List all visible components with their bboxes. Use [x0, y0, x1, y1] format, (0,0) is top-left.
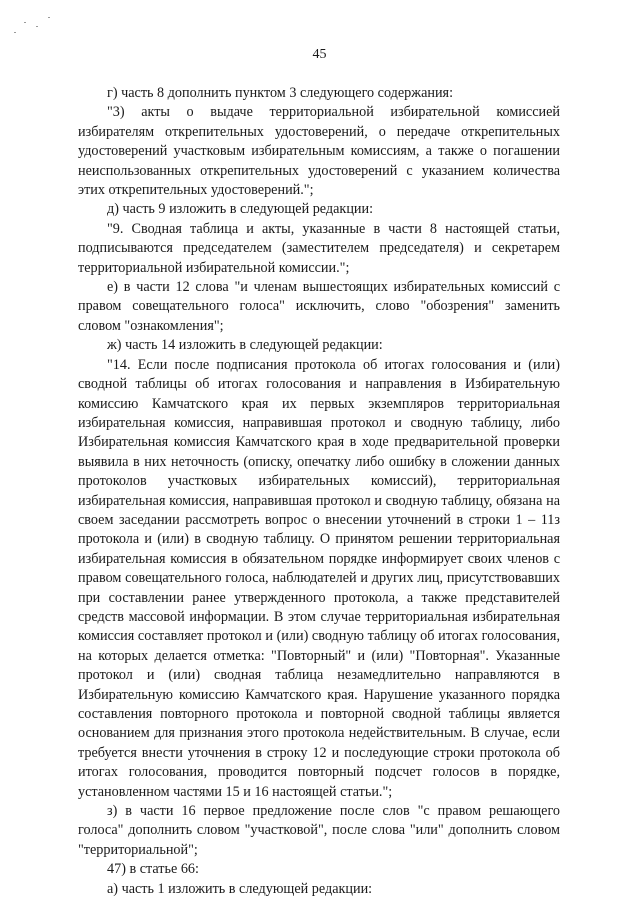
- scan-speck: [36, 26, 38, 27]
- paragraph-subitem-zh: ж) часть 14 изложить в следующей редакции:: [107, 337, 383, 354]
- paragraph-subitem-z: з) в части 16 первое предложение после слов "с правом решающего голоса" дополнить словом "участковой", после слова "или" дополнить словом "территориальной";: [78, 803, 560, 858]
- paragraph-clause-14: "14. Если после подписания протокола об итогах голосования и (или) сводной таблицы об итогах голосования и направления в Избирательную комиссию Камчатского края их первых экземпляров территориальная избирательная комиссия, направившая протокол и сводную таблицу, либо Избирательная комиссия Камчатского края в ходе предварительной проверки выявила в них неточность (описку, опечатку либо ошибку в сложении данных протоколов участковых избирательных комиссий), территориальная избирательная комиссия, направившая протокол и сводную таблицу, обязана на своем заседании рассмотреть вопрос о внесении уточнений в строки 1 – 11з протокола и (или) в сводную таблицу. О принятом решении территориальная избирательная комиссия в обязательном порядке информирует своих членов с правом совещательного голоса, наблюдателей и других лиц, присутствовавших при составлении ранее утвержденного протокола, а также представителей средств массовой информации. В этом случае территориальная избирательная комиссия составляет протокол и (или) сводную таблицу об итогах голосования, на которых делается отметка: "Повторный" и (или) "Повторная". Указанные протокол и (или) сводная таблица незамедлительно направляются в Избирательную комиссию Камчатского края. Нарушение указанного порядка составления повторного протокола и повторной сводной таблицы является основанием для признания этого протокола недействительным. В случае, если требуется внести уточнения в строку 12 и последующие строки протокола об итогах голосования, проводится повторный подсчет голосов в порядке, установленном частями 15 и 16 настоящей статьи.";: [78, 356, 560, 800]
- scan-speck: [48, 17, 50, 18]
- paragraph-subitem-g: г) часть 8 дополнить пунктом 3 следующего содержания:: [107, 85, 454, 101]
- paragraph-clause-3-acts: "3) акты о выдаче территориальной избирательной комиссией избирателям открепительных удостоверений, о передаче открепительных удостоверений участковым избирательным комиссиям, а также о погашении неиспользованных открепительных удостоверений с указанием количества этих открепительных удостоверений.";: [78, 104, 560, 199]
- paragraph-clause-9: "9. Сводная таблица и акты, указанные в части 8 настоящей статьи, подписываются председателем (заместителем председателя) и секретарем территориальной избирательной комиссии.";: [78, 220, 560, 276]
- paragraph-subitem-a: а) часть 1 изложить в следующей редакции:: [107, 880, 373, 897]
- paragraph-subitem-e: е) в части 12 слова "и членам вышестоящих избирательных комиссий с правом совещательного голоса" исключить, слово "обозрения" заменить словом "ознакомления";: [78, 279, 560, 334]
- page-number: 45: [312, 47, 327, 62]
- paragraph-item-47: 47) в статье 66:: [107, 861, 199, 878]
- scan-speck: [14, 32, 16, 33]
- document-body: [78, 84, 560, 899]
- scan-specks: [14, 14, 64, 44]
- paragraph-subitem-d: д) часть 9 изложить в следующей редакции:: [107, 201, 374, 218]
- scan-speck: [24, 22, 26, 23]
